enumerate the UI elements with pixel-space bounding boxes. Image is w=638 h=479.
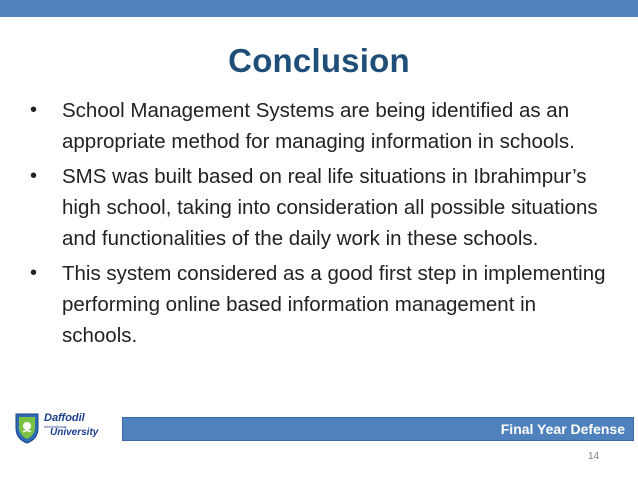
bullet-dot-icon: • [30, 262, 38, 284]
top-accent-bar [0, 0, 638, 17]
bullet-dot-icon: • [30, 99, 38, 121]
bullet-item [26, 95, 606, 157]
logo-line2: International [44, 424, 67, 429]
university-logo [14, 410, 116, 446]
bullet-text: This system considered as a good first step in implementing performing online based information management in schools. [62, 262, 606, 347]
footer-bar [122, 417, 634, 441]
bullet-item [26, 258, 606, 351]
bullet-item [26, 161, 606, 254]
bullet-list [26, 95, 606, 355]
bullet-text: SMS was built based on real life situations in Ibrahimpur’s high school, taking into consideration all possible situations and functionalities of the daily work in these schools. [62, 165, 598, 250]
shield-icon [14, 412, 40, 444]
footer-label: Final Year Defense [500, 421, 625, 437]
bullet-dot-icon: • [30, 165, 38, 187]
page-number: 14 [588, 451, 600, 462]
logo-line3: University [50, 427, 99, 438]
bullet-text: School Management Systems are being identified as an appropriate method for managing information in schools. [62, 99, 575, 153]
logo-line1: Daffodil [44, 412, 85, 424]
slide-title: Conclusion [228, 42, 410, 79]
